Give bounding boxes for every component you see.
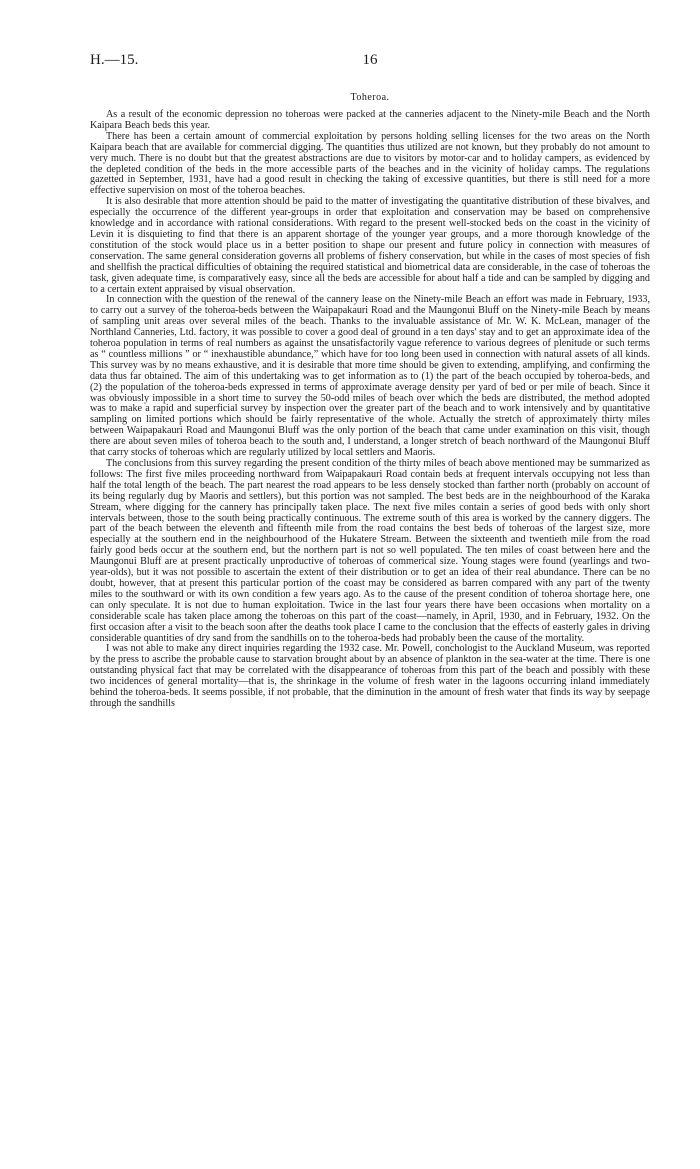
paragraph: In connection with the question of the renewal of the cannery lease on the Ninety-mile Beach an effort was made in February, 1933, to carry out a survey of the toheroa-beds between the Waipapakauri Road and the Maungonui Bluff on the Ninety-mile Beach by means of sampling unit areas over several miles of the beach. Thanks to the invaluable assistance of Mr. W. K. McLean, manager of the Northland Canneries, Ltd. factory, it was possible to cover a good deal of ground in a ten days' stay and to get an approximate idea of the toheroa population in terms of real numbers as against the unsatisfactorily vague reference to various degrees of plenitude or such terms as “ countless millions ” or “ inexhaustible abundance,” which have for too long been used in connection with natural assets of all kinds. This survey was by no means exhaustive, and it is desirable that more time should be given to extending, amplifying, and confirming the data thus far obtained. The aim of this undertaking was to get information as to (1) the part of the beach occupied by toheroa-beds, and (2) the population of the toheroa-beds expressed in terms of approximate average density per yard of bed or per mile of beach. Since it was obviously impossible in a short time to survey the 50-odd miles of beach over which the beds are distributed, the method adopted was to make a rapid and superficial survey by inspection over the greater part of the beach and to work intensively and by quantitative sampling on limited portions which should be fairly representative of the whole. Actually the stretch of approximately thirty miles between Waipapakauri Road and Maungonui Bluff was the only portion of the beach that came under examination on this visit, though there are about seven miles of toheroa beach to the south and, I understand, a longer stretch of beach northward of the Maungonui Bluff that carry stocks of toheroas which are regularly utilized by local settlers and Maoris. bbox=[90, 294, 650, 459]
paragraph: As a result of the economic depression no toheroas were packed at the canneries adjacent to the Ninety-mile Beach and the North Kaipara Beach beds this year. bbox=[90, 109, 650, 131]
report-reference: H.—15. bbox=[90, 52, 139, 68]
paragraph: The conclusions from this survey regarding the present condition of the thirty miles of beach above mentioned may be summarized as follows: The first five miles proceeding northward from Waipapakauri Road contain beds at frequent intervals occupying not less than half the total length of the beach. The part nearest the road appears to be less densely stocked than farther north (probably on account of its being regularly dug by Maoris and settlers), but this portion was not sampled. The best beds are in the neighbourhood of the Karaka Stream, where digging for the cannery has principally taken place. The next five miles contain a series of good beds with only short intervals between, those to the south being practically continuous. The extreme south of this area is worked by the cannery diggers. The part of the beach between the eleventh and fifteenth mile from the road contains the best beds of toheroas of the largest size, more especially at the southern end in the neighbourhood of the Hukatere Stream. Between the sixteenth and twentieth mile from the road fairly good beds occur at the southern end, but the northern part is not so well populated. The ten miles of coast between here and the Maungonui Bluff are at present practically unproductive of toheroas of commerical size. Young stages were found (yearlings and two-year-olds), but it was not possible to ascertain the extent of their distribution or to get an idea of their real abundance. There can be no doubt, however, that at present this particular portion of the coast may be considered as barren compared with any part of the twenty miles to the southward or with its own condition a few years ago. As to the cause of the present condition of toheroa shortage here, one can only speculate. It is not due to human exploitation. Twice in the last four years there have been occasions when mortality on a considerable scale has taken place among the toheroas on this part of the coast—namely, in April, 1930, and in February, 1932. On the first occasion after a visit to the beach soon after the deaths took place I came to the conclusion that the effects of easterly gales in driving considerable quantities of dry sand from the sandhills on to the toheroa-beds had probably been the cause of the mortality. bbox=[90, 458, 650, 644]
paragraph: There has been a certain amount of commercial exploitation by persons holding selling licenses for the two areas on the North Kaipara beach that are available for commercial digging. The quantities thus utilized are not known, but they probably do not amount to very much. There is no doubt but that the greatest abstractions are due to visitors by motor-car and to holiday campers, as evidenced by the depleted condition of the beds in the more accessible parts of the beaches and in the vicinity of holiday camps. The regulations gazetted in September, 1931, have had a good result in checking the taking of excessive quantities, but there is still need for a more effective supervision on most of the toheroa beaches. bbox=[90, 130, 650, 197]
section-title: Toheroa. bbox=[350, 92, 390, 103]
page-number: 16 bbox=[362, 52, 378, 68]
page-header bbox=[90, 52, 650, 72]
body-text bbox=[90, 110, 650, 710]
paragraph: It is also desirable that more attention should be paid to the matter of investigating the quantitative distribution of these bivalves, and especially the occurrence of the different year-groups in order that exploitation and conservation may be based on comprehensive knowledge and in accordance with rational considerations. With regard to the present well-stocked beds on the coast in the vicinity of Levin it is disquieting to find that there is an apparent shortage of the younger year groups, and a more thorough knowledge of the constitution of the stock would place us in a better position to shape our present and future policy in connection with measures of conservation. The same general consideration governs all problems of fishery conservation, but while in the cases of most species of fish and shellfish the practical difficulties of obtaining the required statistical and biometrical data are considerable, in the case of toheroas the task, given adequate time, is comparatively easy, since all the beds are accessible for about half a tide and can be sampled by digging and to a certain extent appraised by visual observation. bbox=[90, 196, 650, 295]
paragraph: I was not able to make any direct inquiries regarding the 1932 case. Mr. Powell, conchologist to the Auckland Museum, was reported by the press to ascribe the probable cause to starvation brought about by an absence of plankton in the sea-water at the time. There is one outstanding physical fact that may be correlated with the disappearance of toheroas from this part of the beach and possibly with these two incidences of general mortality—that is, the shrinkage in the volume of fresh water in the lagoons occurring inland immediately behind the toheroa-beds. It seems possible, if not probable, that the diminution in the amount of fresh water that finds its way by seepage through the sandhills bbox=[90, 643, 650, 709]
